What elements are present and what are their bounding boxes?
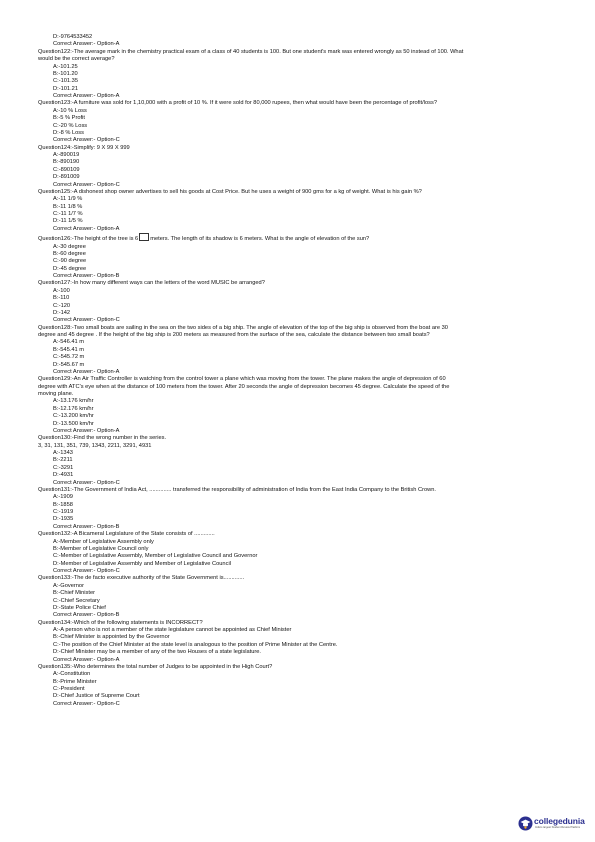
option: C:-Member of Legislative Assembly, Member of Legislative Council and Governor	[53, 553, 258, 560]
question-text: Question128:-Two small boats are sailing in the sea on the two sides of a big ship. The angle of elevation of the top of the big ship is observed from the boat are 30	[38, 324, 448, 331]
correct-answer: Correct Answer:- Option-C	[53, 700, 120, 707]
question-text: Question132:-A Bicameral Legislature of the State consists of .............	[38, 531, 215, 538]
option: D:-101.21	[53, 85, 78, 92]
option: B:-Member of Legislative Council only	[53, 545, 149, 552]
option: D:-45 degree	[53, 265, 87, 272]
correct-answer: Correct Answer:- Option-C	[53, 568, 120, 574]
question-text: Question123:-A furniture was sold for 1,10,000 with a profit of 10 %. If it were sold for 80,000 rupees, then what would have been the percentage of profit/loss?	[38, 100, 437, 107]
question-block	[38, 620, 558, 664]
question-text: Question134:-Which of the following statements is INCORRECT?	[38, 619, 203, 626]
question-text: Question133:-The de facto executive authority of the State Government is.............	[38, 575, 245, 582]
question-block	[38, 531, 558, 575]
option: B:-Chief Minister is appointed by the Governor	[53, 634, 170, 641]
question-block	[38, 233, 558, 280]
option: C:-20 % Loss	[53, 122, 88, 129]
correct-answer: Correct Answer:- Option-B	[53, 612, 120, 619]
option: C:-Chief Secretary	[53, 597, 100, 604]
correct-answer: Correct Answer:- Option-C	[53, 181, 120, 188]
option: D:-State Police Chief	[53, 604, 106, 611]
option: B:-110	[53, 295, 70, 302]
option: B:-890190	[53, 159, 80, 166]
question-block	[38, 189, 558, 233]
question-block	[38, 280, 558, 324]
option: C:-The position of the Chief Minister at the state level is analogous to the position of Prime Minister at the Centre.	[53, 641, 338, 648]
question-block	[38, 145, 558, 189]
correct-answer: Correct Answer:- Option-A	[53, 656, 120, 663]
option: D:-8 % Loss	[53, 129, 84, 136]
question-text: would be the correct average?	[38, 56, 115, 63]
option: D:-142	[53, 309, 71, 316]
option: A:-Constitution	[53, 671, 91, 678]
missing-symbol-box	[139, 233, 149, 241]
option: A:-1343	[53, 450, 73, 456]
question-block	[38, 325, 558, 377]
option: A:-30 degree	[53, 243, 86, 250]
question-paper	[38, 34, 558, 708]
option: A:-Member of Legislative Assembly only	[53, 538, 154, 545]
option: C:-120	[53, 302, 71, 309]
option: B:-11 1/8 %	[53, 203, 83, 210]
option: B:-60 degree	[53, 250, 86, 257]
question-text: Question127:-In how many different ways can the letters of the word MUSIC be arranged?	[38, 280, 265, 287]
logo-name: collegedunia	[534, 816, 585, 826]
question-text: degree and 45 degree . If the height of the big ship is 200 meters as measured from the surface of the sea, calculate the distance between two small boats?	[38, 332, 430, 338]
option: B:-101.20	[53, 70, 78, 77]
option: D:-4931	[53, 472, 74, 479]
correct-answer: Correct Answer:- Option-C	[53, 317, 120, 324]
option: C:-13.200 km/hr	[53, 413, 94, 420]
question-block	[38, 34, 558, 49]
correct-answer: Correct Answer:- Option-A	[53, 427, 120, 434]
option: B:-545.41 m	[53, 346, 84, 353]
question-block	[38, 49, 558, 101]
option: A:-13.176 km/hr	[53, 398, 94, 405]
question-text: Question125:-A dishonest shop owner advertises to sell his goods at Cost Price. But he uses a weight of 900 gms for a kg of weight. What is his gain %?	[38, 188, 422, 195]
question-text-part: Question126:-The height of the tree is 6	[38, 236, 139, 243]
question-text: Question122:-The average mark in the chemistry practical exam of a class of 40 students is 100. But one student's mark was entered wrongly as 50 instead of 100. What	[38, 48, 464, 55]
correct-answer: Correct Answer:- Option-A	[53, 368, 120, 375]
option: D:-891009	[53, 174, 80, 181]
correct-answer: Correct Answer:- Option-B	[53, 273, 120, 279]
option: B:-Chief Minister	[53, 590, 96, 597]
option: A:-11 1/9 %	[53, 196, 83, 203]
question-block	[38, 575, 558, 619]
option: C:-101.35	[53, 78, 78, 85]
correct-answer: Correct Answer:- Option-A	[53, 93, 120, 99]
option: A:-100	[53, 287, 70, 294]
option: A:-546.41 m	[53, 339, 84, 346]
option: A:-890019	[53, 152, 80, 158]
option: A:-10 % Loss	[53, 107, 87, 114]
option: B:-12.176 km/hr	[53, 405, 94, 412]
option: D:-Chief Minister may be a member of any of the two Houses of a state legislature.	[53, 649, 262, 656]
option: C:-11 1/7 %	[53, 211, 83, 217]
option: D:-11 1/5 %	[53, 218, 83, 225]
question-block	[38, 664, 558, 708]
option: A:-Governor	[53, 582, 84, 589]
question-block	[38, 376, 558, 435]
option: C:-90 degree	[53, 258, 87, 265]
option: A:-1909	[53, 494, 73, 501]
collegedunia-logo	[518, 814, 590, 836]
option: A:-101.25	[53, 63, 78, 70]
option: B:-5 % Profit	[53, 115, 85, 122]
option: C:-545.72 m	[53, 354, 85, 361]
correct-answer: Correct Answer:- Option-C	[53, 137, 120, 144]
option: C:-890109	[53, 166, 80, 173]
question-block	[38, 435, 558, 487]
option: C:-3291	[53, 464, 74, 471]
option: B:-1858	[53, 501, 73, 508]
question-text: moving plane.	[38, 391, 74, 397]
logo-tagline: India's largest Student Review Platform	[535, 826, 581, 829]
question-text: 3, 31, 131, 351, 739, 1343, 2211, 3291, 4931	[38, 442, 152, 449]
option: D:-9764533452	[53, 34, 93, 40]
option: C:-President	[53, 686, 85, 692]
question-text: degree with ATC's eye when at the distance of 100 meters from the tower. After 20 seconds the angle of depression becomes 45 degree. Calculate the speed of the	[38, 383, 450, 390]
question-text: Question131:-The Government of India Act, .............. transferred the responsibility of administration of India from the East India Company to the British Crown.	[38, 486, 436, 493]
question-text: Question130:-Find the wrong number in the series.	[38, 435, 167, 442]
option: C:-1919	[53, 509, 74, 515]
correct-answer: Correct Answer:- Option-C	[53, 479, 120, 486]
question-text: Question129:-An Air Traffic Controller is watching from the control tower a plane which was moving from the tower. The plane makes the angle of depression of 60	[38, 376, 446, 383]
question-block	[38, 100, 558, 144]
graduate-cap-icon	[518, 816, 533, 831]
option: D:-545.67 m	[53, 361, 85, 368]
option: B:-2211	[53, 457, 73, 464]
question-text: Question135:-Who determines the total number of Judges to be appointed in the High Court?	[38, 663, 273, 670]
question-text	[38, 233, 558, 243]
option: D:-Chief Justice of Supreme Court	[53, 693, 140, 700]
question-block	[38, 487, 558, 531]
question-text: Question124:-Simplify: 9 X 99 X 999	[38, 144, 130, 151]
option: D:-Member of Legislative Assembly and Member of Legislative Council	[53, 560, 231, 567]
option: B:-Prime Minister	[53, 678, 97, 685]
option: D:-13.500 km/hr	[53, 420, 94, 427]
correct-answer: Correct Answer:- Option-A	[53, 41, 120, 48]
option: A:-A person who is not a member of the state legislature cannot be appointed as Chief Minister	[53, 627, 292, 633]
correct-answer: Correct Answer:- Option-B	[53, 523, 120, 530]
question-text-part: meters. The length of its shadow is 6 meters. What is the angle of elevation of the sun?	[150, 236, 370, 243]
correct-answer: Correct Answer:- Option-A	[53, 225, 120, 232]
option: D:-1935	[53, 516, 74, 523]
